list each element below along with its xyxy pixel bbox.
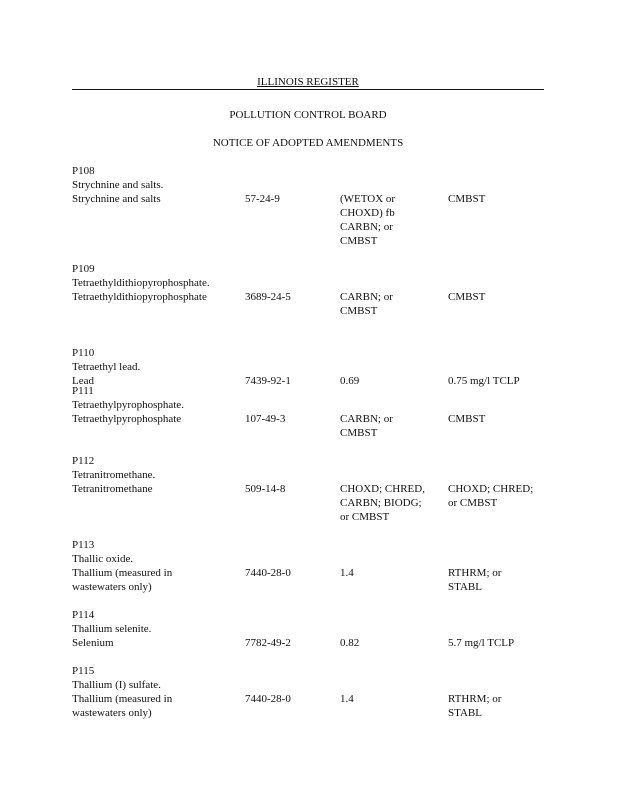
- constituent-name: [72, 290, 242, 304]
- constituent-name: [72, 692, 242, 720]
- waste-code: P113: [72, 539, 95, 551]
- wastewater-standard: [340, 482, 445, 524]
- nonwastewater-standard-line: CMBST: [448, 193, 486, 205]
- constituent-name-line: Lead: [72, 375, 94, 387]
- nonwastewater-standard: [448, 636, 552, 650]
- wastewater-standard: [340, 692, 445, 706]
- cas-number-line: 7440-28-0: [245, 567, 291, 579]
- nonwastewater-standard: [448, 290, 552, 304]
- wastewater-standard: [340, 412, 445, 440]
- constituent-name: [72, 412, 242, 426]
- constituent-name-line: Tetraethyldithiopyrophosphate: [72, 291, 207, 303]
- nonwastewater-standard-line: 5.7 mg/l TCLP: [448, 637, 515, 649]
- cas-number-line: 7439-92-1: [245, 375, 291, 387]
- cas-number-line: 509-14-8: [245, 483, 286, 495]
- wastewater-standard-line: 1.4: [340, 693, 354, 705]
- cas-number: [245, 412, 335, 426]
- waste-code: P114: [72, 609, 95, 621]
- nonwastewater-standard-line: CMBST: [448, 291, 486, 303]
- nonwastewater-standard: [448, 192, 552, 206]
- waste-description: Tetraethylpyrophosphate.: [72, 399, 184, 411]
- constituent-name-line: Thallium (measured in: [72, 567, 173, 579]
- nonwastewater-standard-line: STABL: [448, 581, 482, 593]
- wastewater-standard-line: (WETOX or: [340, 193, 396, 205]
- constituent-name: [72, 566, 242, 594]
- nonwastewater-standard-line: or CMBST: [448, 497, 498, 509]
- constituent-name: [72, 482, 242, 496]
- nonwastewater-standard: [448, 692, 552, 720]
- waste-entry: [72, 664, 552, 720]
- cas-number: [245, 692, 335, 706]
- waste-code: P109: [72, 263, 95, 275]
- nonwastewater-standard-line: CHOXD; CHRED;: [448, 483, 534, 495]
- waste-description: Tetraethyldithiopyrophosphate.: [72, 277, 210, 289]
- constituent-row: [72, 692, 552, 720]
- nonwastewater-standard-line: STABL: [448, 707, 482, 719]
- constituent-name-line: Tetraethylpyrophosphate: [72, 413, 182, 425]
- nonwastewater-standard-line: CMBST: [448, 413, 486, 425]
- wastewater-standard: [340, 636, 445, 650]
- constituent-row: [72, 566, 552, 594]
- cas-number-line: 57-24-9: [245, 193, 280, 205]
- waste-code: P111: [72, 385, 94, 397]
- waste-entry: [72, 262, 552, 318]
- nonwastewater-standard-line: RTHRM; or: [448, 693, 502, 705]
- wastewater-standard-line: CARBN; or: [340, 221, 393, 233]
- cas-number-line: 107-49-3: [245, 413, 286, 425]
- wastewater-standard-line: CHOXD) fb: [340, 207, 395, 219]
- nonwastewater-standard: [448, 566, 552, 594]
- wastewater-standard-line: CARBN; or: [340, 291, 393, 303]
- cas-number-line: 7782-49-2: [245, 637, 291, 649]
- constituent-name-line: Strychnine and salts: [72, 193, 161, 205]
- cas-number-line: 7440-28-0: [245, 693, 291, 705]
- waste-code: P108: [72, 165, 95, 177]
- constituent-row: [72, 412, 552, 440]
- wastewater-standard: [340, 290, 445, 318]
- nonwastewater-standard-line: 0.75 mg/l TCLP: [448, 375, 520, 387]
- nonwastewater-standard: [448, 482, 552, 510]
- waste-code: P110: [72, 347, 95, 359]
- waste-description: Strychnine and salts.: [72, 179, 164, 191]
- wastewater-standard-line: CMBST: [340, 427, 378, 439]
- constituent-row: [72, 482, 552, 524]
- waste-code: P112: [72, 455, 95, 467]
- wastewater-standard-line: CARBN; or: [340, 413, 393, 425]
- constituent-name-line: Tetranitromethane: [72, 483, 153, 495]
- notice-title: NOTICE OF ADOPTED AMENDMENTS: [212, 137, 404, 149]
- constituent-row: [72, 636, 552, 650]
- waste-description: Thallium selenite.: [72, 623, 152, 635]
- constituent-name-line: Selenium: [72, 637, 114, 649]
- register-title: ILLINOIS REGISTER: [257, 76, 359, 88]
- cas-number: [245, 290, 335, 304]
- waste-entry: [72, 164, 552, 248]
- constituent-name-line: wastewaters only): [72, 707, 152, 719]
- wastewater-standard-line: 0.69: [340, 375, 360, 387]
- wastewater-standard-line: or CMBST: [340, 511, 390, 523]
- cas-number-line: 3689-24-5: [245, 291, 291, 303]
- waste-entry: [72, 608, 552, 650]
- wastewater-standard: [340, 192, 445, 248]
- constituent-row: [72, 290, 552, 318]
- constituent-name-line: wastewaters only): [72, 581, 152, 593]
- waste-description: Tetraethyl lead.: [72, 361, 141, 373]
- constituent-row: [72, 192, 552, 248]
- cas-number: [245, 566, 335, 580]
- wastewater-standard-line: CARBN; BIODG;: [340, 497, 422, 509]
- wastewater-standard-line: CMBST: [340, 305, 378, 317]
- waste-entry: [72, 454, 552, 524]
- cas-number: [245, 192, 335, 206]
- waste-description: Thallium (I) sulfate.: [72, 679, 161, 691]
- wastewater-standard-line: CHOXD; CHRED,: [340, 483, 425, 495]
- constituent-name: [72, 636, 242, 650]
- wastewater-standard-line: CMBST: [340, 235, 378, 247]
- nonwastewater-standard: [448, 412, 552, 426]
- waste-entry: [72, 346, 552, 388]
- waste-entry: [72, 384, 552, 440]
- board-title: POLLUTION CONTROL BOARD: [229, 109, 387, 121]
- wastewater-standard: [340, 566, 445, 580]
- waste-description: Tetranitromethane.: [72, 469, 156, 481]
- wastewater-standard-line: 0.82: [340, 637, 360, 649]
- cas-number: [245, 636, 335, 650]
- waste-code: P115: [72, 665, 95, 677]
- cas-number: [245, 482, 335, 496]
- waste-description: Thallic oxide.: [72, 553, 134, 565]
- waste-entry: [72, 538, 552, 594]
- header-rule: [72, 89, 544, 90]
- nonwastewater-standard-line: RTHRM; or: [448, 567, 502, 579]
- constituent-name: [72, 192, 242, 206]
- constituent-name-line: Thallium (measured in: [72, 693, 173, 705]
- wastewater-standard-line: 1.4: [340, 567, 354, 579]
